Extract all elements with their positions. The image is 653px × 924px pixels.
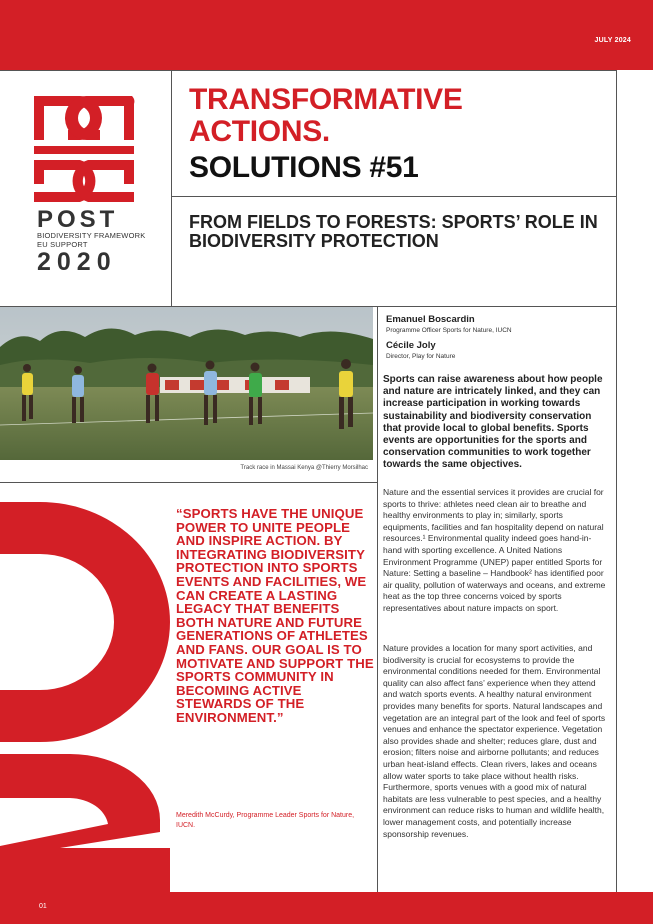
author-role: Director, Play for Nature [386, 353, 456, 360]
page-title: TRANSFORMATIVE ACTIONS. [189, 83, 463, 148]
photo-caption: Track race in Massai Kenya @Thierry Morsilhac [240, 465, 368, 471]
rule-col [377, 307, 378, 892]
author-name: Cécile Joly [386, 340, 436, 351]
page-number: 01 [39, 903, 47, 910]
rule-vertical-right [616, 70, 617, 892]
track-race-photo [0, 307, 373, 460]
quote-author: Meredith McCurdy, Programme Leader Sports for Nature, IUCN. [176, 812, 355, 829]
author-role: Programme Officer Sports for Nature, IUCN [386, 327, 512, 334]
rule-title-divider [171, 196, 616, 197]
rule-lower [0, 482, 378, 483]
author-name: Emanuel Boscardin [386, 314, 475, 325]
footer-band [0, 892, 653, 924]
solution-number: SOLUTIONS #51 [189, 151, 419, 184]
rule-vertical-left [171, 70, 172, 306]
post-2020-logo-icon [28, 96, 140, 202]
logo-subtitle: BIODIVERSITY FRAMEWORK EU SUPPORT [37, 231, 146, 249]
big-number-graphic [0, 502, 170, 892]
pull-quote: “SPORTS HAVE THE UNIQUE POWER TO UNITE PEOPLE AND INSPIRE ACTION. BY INTEGRATING BIODIVERSITY PROTECTION INTO SPORTS EVENTS AND FACILITIES, WE CAN CREATE A LASTING LEGACY THAT BENEFITS BOTH NATURE AND FUTURE GENERATIONS OF ATHLETES AND FANS. OUR GOAL IS TO MOTIVATE AND SUPPORT THE SPORTS COMMUNITY IN BECOMING ACTIVE STEWARDS OF THE ENVIRONMENT.” [176, 506, 374, 725]
rule-header-right [171, 70, 616, 71]
body-paragraph: Nature and the essential services it provides are crucial for sports to thrive: athletes need clean air to breathe and healthy environments to play in; similarly, sports equipments, facilities and fan hospitality depend on natural resources.¹ Environmental quality indeed goes hand-in-hand with sporting excellence. A United Nations Environment Programme (UNEP) paper entitled Sports for Nature: Setting a baseline – Handbook² has identified poor air quality, pollution of waterways and oceans, and extreme heat as the top three concerns voiced by sports representatives about nature impacts on sport. [383, 487, 606, 613]
rule-header-left [0, 70, 171, 71]
page-subtitle: FROM FIELDS TO FORESTS: SPORTS’ ROLE IN BIODIVERSITY PROTECTION [189, 212, 598, 251]
issue-date: JULY 2024 [594, 37, 631, 44]
logo-post: POST [37, 206, 119, 233]
lead-paragraph: Sports can raise awareness about how people and nature are intricately linked, and they can increase participation in working towards sustainability and biodiversity conservation that provide local to global benefits. Sports events are opportunities for the sports and conservation communities to work together towards the same objectives. [383, 374, 603, 471]
logo-year: 2020 [37, 248, 117, 276]
body-paragraph: Nature provides a location for many sport activities, and biodiversity is crucial for ecosystems to provide the environmental conditions needed for them. Environmental quality can also affect fans’ experience when they attend and watch sports events. A healthy natural environment provides many benefits for sports. Natural landscapes and vegetation are an integral part of the look and feel of sports venues and enhance the spectator experience. Vegetation also provides shade and shelter; reduces glare, dust and erosion; filters noise and airborne pollutants; and reduces urban heat-island effects. Clean rivers, lakes and oceans allow water sports to take place without health risks. Furthermore, sports venues with a good mix of natural habitats are less vulnerable to pest species, and a healthy environment can reduce risks to human and wildlife health, lower management costs, and potentially increase sponsorship revenues. [383, 643, 606, 839]
header-band [0, 0, 653, 70]
